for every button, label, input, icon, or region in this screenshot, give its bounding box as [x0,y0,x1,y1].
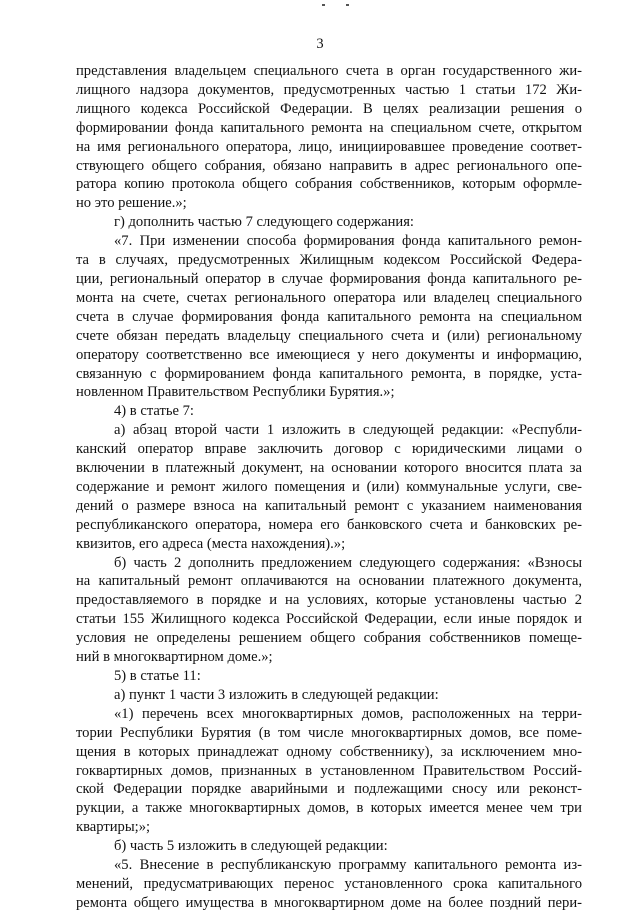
text-line: квартиры;»; [76,819,151,836]
text-line: б) часть 5 изложить в следующей редакции: [114,838,388,855]
text-line: б) часть 2 дополнить предложением следующего содержания: «Взносы [114,554,582,571]
text-line: «7. При изменении способа формирования фонда капитального ремон- [114,233,582,250]
text-line: а) пункт 1 части 3 изложить в следующей редакции: [114,686,439,703]
text-line: квизитов, его адреса (места нахождения).»; [76,535,346,552]
text-line: лищного надзора документов, предусмотренных частью 1 статьи 172 Жи- [76,81,582,98]
text-line: новленном Правительством Республики Бурятия.»; [76,384,395,401]
page-number: 3 [316,36,324,52]
text-line: на имя регионального оператора, лицо, инициировавшее проведение соответ- [76,138,582,155]
text-line: формировании фонда капитального ремонта на специальном счете, открытом [76,119,582,136]
text-line: республиканского оператора, номера его банковского счета и банковских ре- [76,516,582,533]
text-line: а) абзац второй части 1 изложить в следующей редакции: «Республи- [114,422,582,439]
text-line: 4) в статье 7: [114,403,194,420]
text-line: на капитальный ремонт оплачиваются на основании платежного документа, [76,573,582,590]
text-line: ции, региональный оператор в случае формирования фонда капитального ре- [76,270,582,287]
text-line: монта на счете, счетах регионального оператора или владелец специального [76,289,582,306]
text-line: лищного кодекса Российской Федерации. В целях реализации решения о [76,100,582,117]
text-line: включении в платежный документ, на основании которого вносится плата за [76,460,582,477]
text-line: условия не определены решением общего собрания собственников помеще- [76,630,582,647]
text-line: счете обязан передать владельцу специального счета и (или) региональному [76,327,582,344]
text-line: ремонта общего имущества в многоквартирном доме на более поздний пери- [76,894,582,911]
text-line: представления владельцем специального счета в орган государственного жи- [76,63,582,79]
text-line: щения в которых принадлежат одному собственнику), за исключением мно- [76,743,582,760]
text-line: «1) перечень всех многоквартирных домов, расположенных на терри- [114,705,582,722]
text-line: гоквартирных домов, признанных в установленном Правительством Россий- [76,762,582,779]
text-line: менений, предусматривающих перенос установленного срока капитального [76,875,582,892]
text-line: ской Федерации порядке аварийными и подлежащими сносу или реконст- [76,781,582,798]
text-line: но это решение.»; [76,195,187,212]
text-line: оператору соответственно все имеющиеся у него документы и информацию, [76,346,582,363]
document-body-text [76,62,582,913]
text-line: содержание и ремонт жилого помещения и (или) коммунальные услуги, све- [76,478,582,495]
text-line: статьи 155 Жилищного кодекса Российской Федерации, если иные порядок и [76,611,582,628]
text-line: связанную с формированием фонда капитального ремонта, в порядке, уста- [76,365,582,382]
scan-artifact-marks [292,4,352,8]
text-line: 5) в статье 11: [114,668,201,684]
text-line: счета в случае формирования фонда капитального ремонта на специальном [76,308,582,325]
text-line: та в случаях, предусмотренных Жилищным кодексом Российской Федера- [76,252,582,269]
text-line: ратора копию протокола общего собрания собственников, которым оформле- [76,176,582,193]
text-line: предоставляемого в порядке и на условиях, которые установлены частью 2 [76,592,582,609]
text-line: г) дополнить частью 7 следующего содержания: [114,214,414,231]
text-line: ствующего общего собрания, обязано направить в адрес регионального опе- [76,157,582,174]
text-line: рукции, а также многоквартирных домов, в которых имеется менее чем три [76,800,582,817]
text-line: канский оператор вправе заключить договор с юридическими лицами о [76,441,582,458]
text-line: «5. Внесение в республиканскую программу капитального ремонта из- [114,857,582,874]
text-line: дений о размере взноса на капитальный ремонт с указанием наименования [76,497,582,514]
text-line: ний в многоквартирном доме.»; [76,649,273,666]
text-line: тории Республики Бурятия (в том числе многоквартирных домов, все поме- [76,724,582,741]
